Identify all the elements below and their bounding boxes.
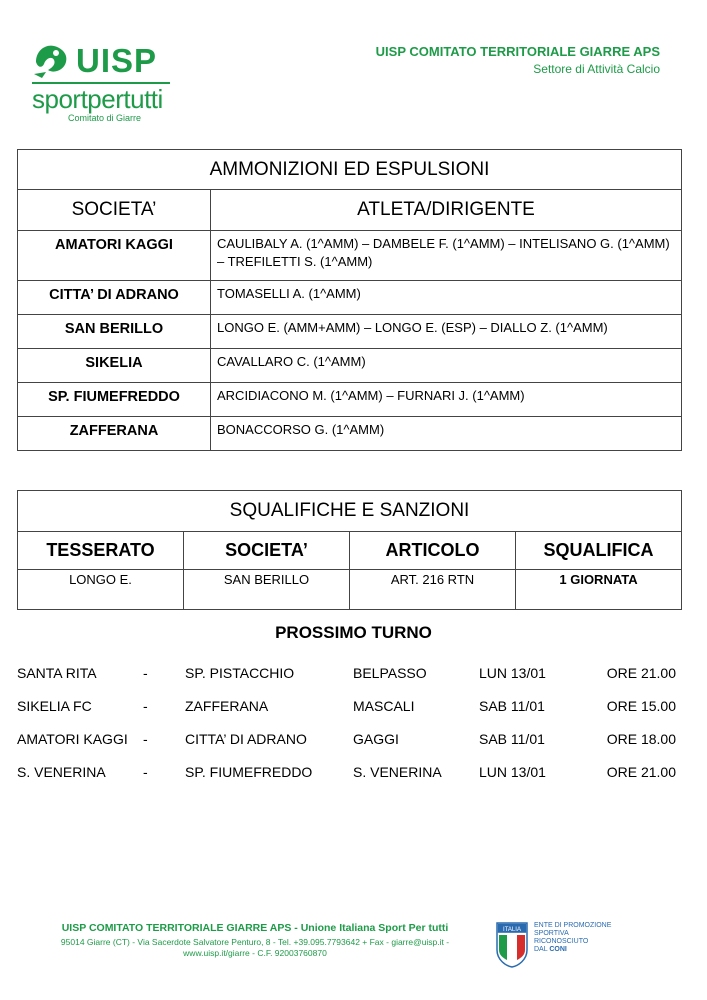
venue: GAGGI <box>353 731 399 747</box>
away-team: ZAFFERANA <box>185 698 269 714</box>
venue: MASCALI <box>353 698 415 714</box>
match-date: SAB 11/01 <box>479 731 545 747</box>
articolo-cell: ART. 216 RTN <box>350 570 516 610</box>
footer-org-line: UISP COMITATO TERRITORIALE GIARRE APS - Unione Italiana Sport Per tutti <box>61 922 449 934</box>
table-row <box>18 383 682 417</box>
societa-cell: SAN BERILLO <box>184 570 350 610</box>
italia-shield-icon <box>496 922 528 968</box>
col-header-atleta: ATLETA/DIRIGENTE <box>211 190 682 231</box>
col-header-squalifica: SQUALIFICA <box>516 532 682 570</box>
logo-tagline: sportpertutti <box>32 84 163 114</box>
coni-dal: DAL <box>534 946 548 953</box>
prossimo-turno-title: PROSSIMO TURNO <box>275 623 432 642</box>
away-team: SP. PISTACCHIO <box>185 665 295 681</box>
match-date: SAB 11/01 <box>479 698 545 714</box>
societa-cell: SAN BERILLO <box>18 315 211 349</box>
squalifica-cell: 1 GIORNATA <box>516 570 682 610</box>
separator: - <box>143 698 148 714</box>
match-time: ORE 18.00 <box>606 731 676 747</box>
home-team: SIKELIA FC <box>17 698 92 714</box>
table-row <box>18 281 682 315</box>
col-header-articolo: ARTICOLO <box>350 532 516 570</box>
match-date: LUN 13/01 <box>479 764 546 780</box>
squalifiche-title: SQUALIFICHE E SANZIONI <box>18 491 682 532</box>
away-team: CITTA’ DI ADRANO <box>185 731 307 747</box>
table-row <box>18 349 682 383</box>
fixture-row <box>17 764 682 784</box>
table-row <box>18 570 682 610</box>
atleti-cell: ARCIDIACONO M. (1^AMM) – FURNARI J. (1^AMM) <box>211 383 682 417</box>
venue: S. VENERINA <box>353 764 442 780</box>
societa-cell: SIKELIA <box>18 349 211 383</box>
logo-word: UISP <box>76 42 158 79</box>
fixture-row <box>17 698 682 718</box>
coni-line: ENTE DI PROMOZIONE <box>534 922 612 929</box>
match-date: LUN 13/01 <box>479 665 546 681</box>
col-header-societa: SOCIETA’ <box>184 532 350 570</box>
squalifiche-table <box>17 490 682 610</box>
italia-label: ITALIA <box>503 927 521 933</box>
fixture-row <box>17 731 682 751</box>
atleti-cell: TOMASELLI A. (1^AMM) <box>211 281 682 315</box>
separator: - <box>143 731 148 747</box>
coni-text <box>534 922 611 954</box>
coni-line: RICONOSCIUTO <box>534 938 589 945</box>
col-header-tesserato: TESSERATO <box>18 532 184 570</box>
fixture-row <box>17 665 682 685</box>
societa-cell: AMATORI KAGGI <box>18 231 211 281</box>
atleti-cell: BONACCORSO G. (1^AMM) <box>211 417 682 451</box>
col-header-societa: SOCIETA’ <box>18 190 211 231</box>
away-team: SP. FIUMEFREDDO <box>185 764 313 780</box>
logo-subtitle: Comitato di Giarre <box>68 113 142 123</box>
home-team: S. VENERINA <box>17 764 106 780</box>
coni-badge <box>496 922 616 968</box>
societa-cell: CITTA’ DI ADRANO <box>18 281 211 315</box>
match-time: ORE 21.00 <box>606 665 676 681</box>
tesserato-cell: LONGO E. <box>18 570 184 610</box>
ammonizioni-table <box>17 149 682 451</box>
match-time: ORE 21.00 <box>606 764 676 780</box>
atleti-cell: LONGO E. (AMM+AMM) – LONGO E. (ESP) – DIALLO Z. (1^AMM) <box>211 315 682 349</box>
home-team: SANTA RITA <box>17 665 97 681</box>
footer-address: 95014 Giarre (CT) - Via Sacerdote Salvatore Penturo, 8 - Tel. +39.095.7793642 + Fax - giarre@uisp.it - www.uisp.it/giarre - C.F. 92003760870 <box>60 937 450 958</box>
org-title: UISP COMITATO TERRITORIALE GIARRE APS <box>375 44 660 59</box>
table-row <box>18 417 682 451</box>
table-row <box>18 315 682 349</box>
home-team: AMATORI KAGGI <box>17 731 128 747</box>
separator: - <box>143 665 148 681</box>
societa-cell: ZAFFERANA <box>18 417 211 451</box>
ammonizioni-title: AMMONIZIONI ED ESPULSIONI <box>18 150 682 190</box>
org-subtitle: Settore di Attività Calcio <box>533 62 660 76</box>
uisp-logo <box>32 40 182 125</box>
atleti-cell: CAULIBALY A. (1^AMM) – DAMBELE F. (1^AMM) – INTELISANO G. (1^AMM) – TREFILETTI S. (1^AMM) <box>211 231 682 281</box>
coni-line: SPORTIVA <box>534 930 569 937</box>
match-time: ORE 15.00 <box>606 698 676 714</box>
societa-cell: SP. FIUMEFREDDO <box>18 383 211 417</box>
coni-line <box>534 946 611 954</box>
uisp-mascot-icon <box>32 40 76 80</box>
atleti-cell: CAVALLARO C. (1^AMM) <box>211 349 682 383</box>
table-row <box>18 231 682 281</box>
venue: BELPASSO <box>353 665 427 681</box>
separator: - <box>143 764 148 780</box>
coni-word: CONI <box>549 946 567 953</box>
